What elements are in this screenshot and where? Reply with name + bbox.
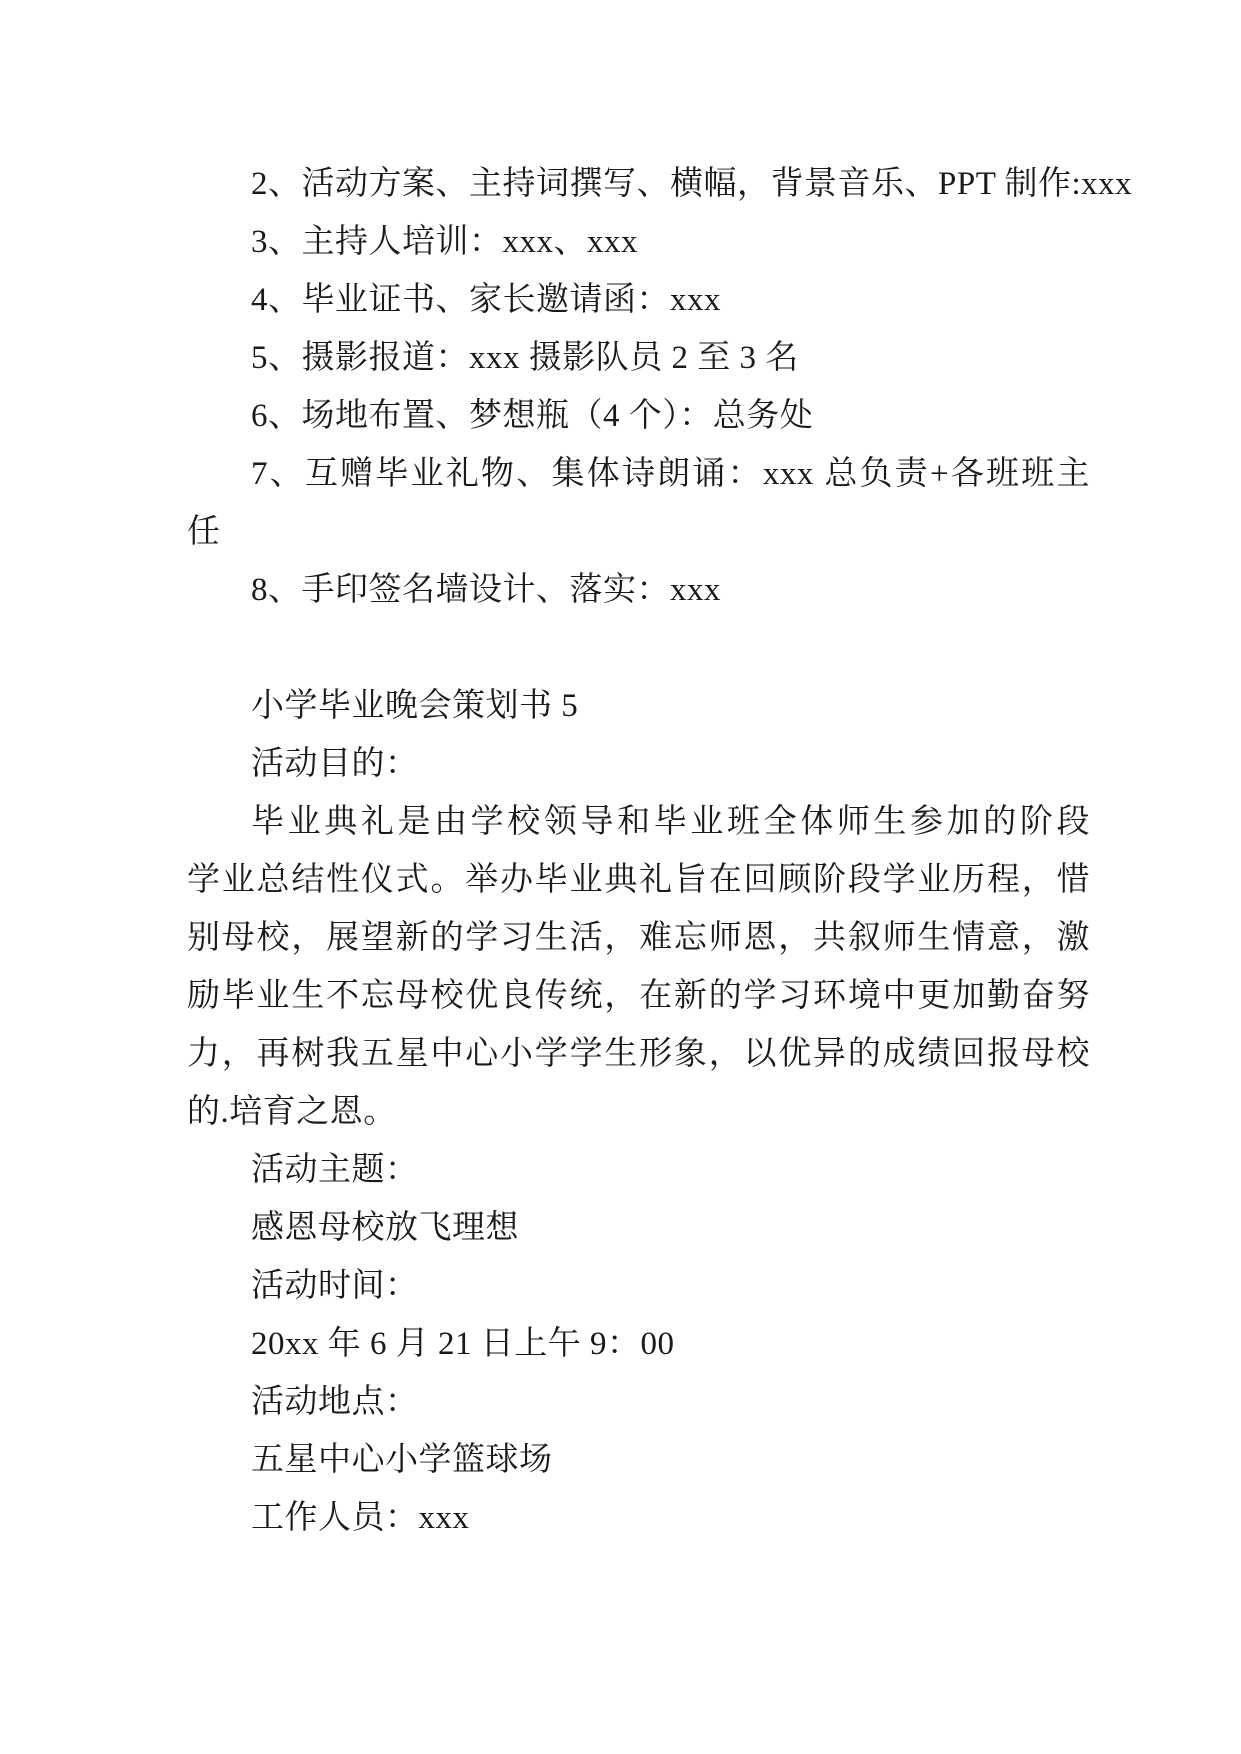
doc-blank-line <box>187 619 1090 677</box>
doc-line-item-4: 4、毕业证书、家长邀请函：xxx <box>251 282 721 318</box>
document-body <box>187 155 1133 1547</box>
doc-text-activity-theme: 感恩母校放飞理想 <box>251 1210 519 1246</box>
doc-paragraph-purpose-line-6: 的.培育之恩。 <box>187 1094 397 1130</box>
doc-line-item-8: 8、手印签名墙设计、落实：xxx <box>251 572 721 608</box>
doc-line-item-6: 6、场地布置、梦想瓶（4 个）：总务处 <box>251 398 814 434</box>
doc-line-item-7: 7、互赠毕业礼物、集体诗朗诵：xxx 总负责+各班班主 <box>251 456 1090 492</box>
doc-paragraph-purpose-line-3: 别母校，展望新的学习生活，难忘师恩，共叙师生情意，激 <box>187 920 1090 956</box>
doc-label-activity-location: 活动地点： <box>251 1384 419 1420</box>
doc-line-item-2: 2、活动方案、主持词撰写、横幅，背景音乐、PPT 制作:xxx <box>251 166 1133 202</box>
doc-label-activity-theme: 活动主题： <box>251 1152 419 1188</box>
doc-label-activity-time: 活动时间： <box>251 1268 419 1304</box>
doc-paragraph-purpose-line-4: 励毕业生不忘母校优良传统，在新的学习环境中更加勤奋努 <box>187 978 1090 1014</box>
doc-heading-plan-5: 小学毕业晚会策划书 5 <box>251 688 579 724</box>
doc-paragraph-purpose-line-5: 力，再树我五星中心小学学生形象，以优异的成绩回报母校 <box>187 1036 1090 1072</box>
doc-label-activity-purpose: 活动目的： <box>251 746 419 782</box>
doc-line-item-3: 3、主持人培训：xxx、xxx <box>251 224 638 260</box>
doc-text-activity-location: 五星中心小学篮球场 <box>251 1442 553 1478</box>
doc-paragraph-purpose-line-2: 学业总结性仪式。举办毕业典礼旨在回顾阶段学业历程，惜 <box>187 862 1090 898</box>
doc-text-staff: 工作人员：xxx <box>251 1500 470 1536</box>
doc-line-item-7-continuation: 任 <box>187 514 221 550</box>
doc-paragraph-purpose-line-1: 毕业典礼是由学校领导和毕业班全体师生参加的阶段 <box>251 804 1090 840</box>
doc-line-item-5: 5、摄影报道：xxx 摄影队员 2 至 3 名 <box>251 340 799 376</box>
doc-text-activity-time: 20xx 年 6 月 21 日上午 9：00 <box>251 1326 675 1362</box>
